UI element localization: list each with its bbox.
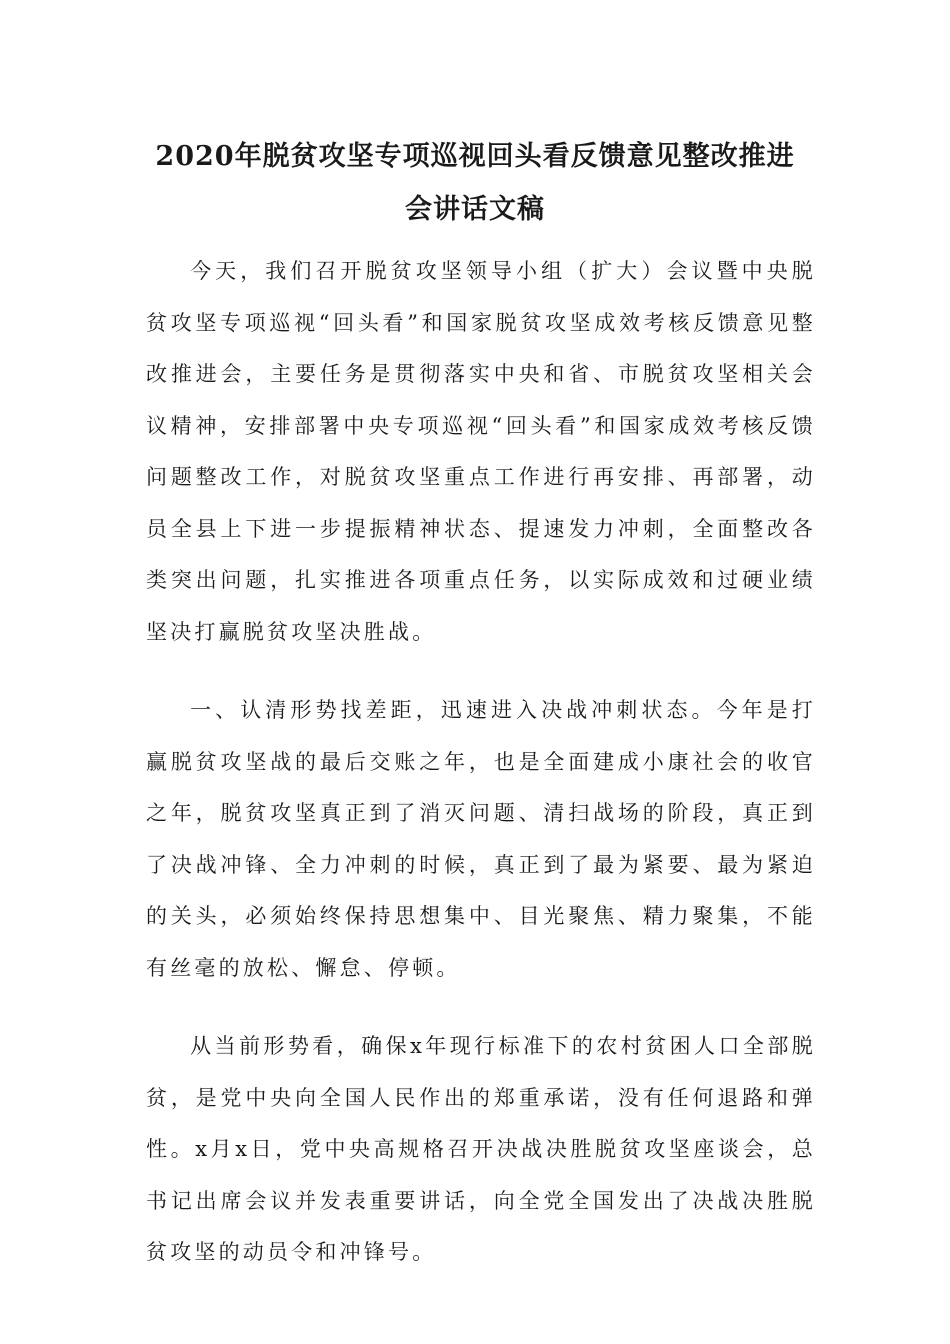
paragraph-section-one: 一、认清形势找差距，迅速进入决战冲刺状态。今年是打赢脱贫攻坚战的最后交账之年，也是全面建成小康社会的收官之年，脱贫攻坚真正到了消灭问题、清扫战场的阶段，真正到了决战冲锋、全力冲刺的时候，真正到了最为紧要、最为紧迫的关头，必须始终保持思想集中、目光聚焦、精力聚集，不能有丝毫的放松、懈怠、停顿。 <box>146 698 816 980</box>
document-title-line-1: 2020年脱贫攻坚专项巡视回头看反馈意见整改推进 <box>155 141 795 172</box>
document-title-line-2: 会讲话文稿 <box>405 194 545 225</box>
paragraph-current-situation: 从当前形势看，确保x年现行标准下的农村贫困人口全部脱贫，是党中央向全国人民作出的郑重承诺，没有任何退路和弹性。x月x日，党中央高规格召开决战决胜脱贫攻坚座谈会，总书记出席会议并发表重要讲话，向全党全国发出了决战决胜脱贫攻坚的动员令和冲锋号。 <box>146 1034 816 1264</box>
paragraph-intro: 今天，我们召开脱贫攻坚领导小组（扩大）会议暨中央脱贫攻坚专项巡视“回头看”和国家脱贫攻坚成效考核反馈意见整改推进会，主要任务是贯彻落实中央和省、市脱贫攻坚相关会议精神，安排部署中央专项巡视“回头看”和国家成效考核反馈问题整改工作，对脱贫攻坚重点工作进行再安排、再部署，动员全县上下进一步提振精神状态、提速发力冲刺，全面整改各类突出问题，扎实推进各项重点任务，以实际成效和过硬业绩坚决打赢脱贫攻坚决胜战。 <box>146 259 816 644</box>
document-body <box>146 246 816 1306</box>
